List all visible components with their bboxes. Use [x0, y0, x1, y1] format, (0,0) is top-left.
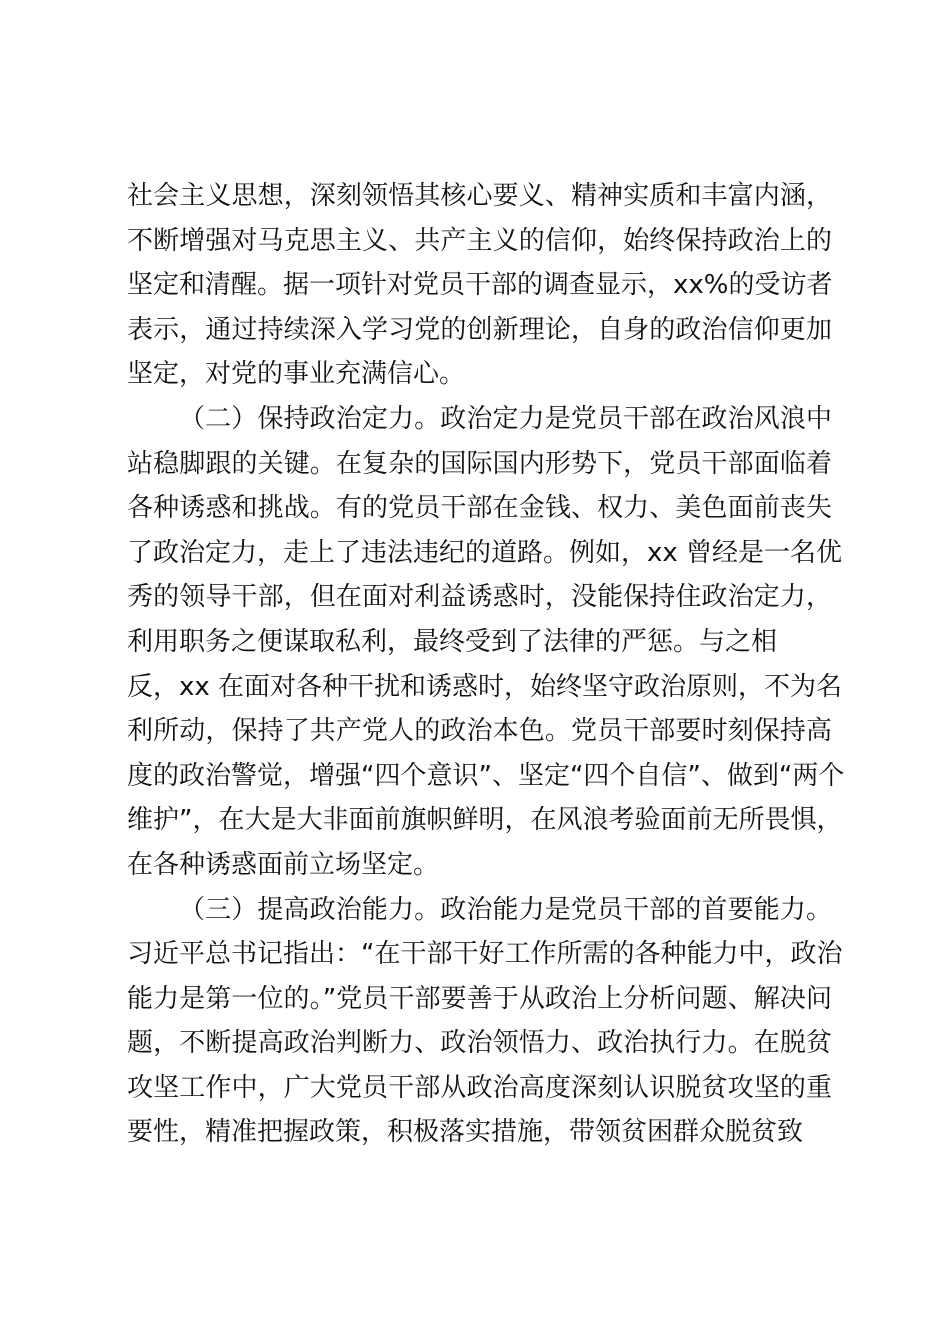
text-line: 在各种诱惑面前立场坚定。	[127, 849, 440, 880]
text-line: 表示，通过持续深入学习党的创新理论，自身的政治信仰更加	[127, 314, 832, 345]
section-heading-line: （二）保持政治定力。政治定力是党员干部在政治风浪中	[179, 403, 832, 434]
section-heading-line: （三）提高政治能力。政治能力是党员干部的首要能力。	[179, 894, 832, 925]
text-line: 维护”，在大是大非面前旗帜鲜明，在风浪考验面前无所畏惧，	[127, 805, 843, 836]
text-line: 站稳脚跟的关键。在复杂的国际国内形势下，党员干部面临着	[127, 448, 832, 479]
text-line: 度的政治警觉，增强“四个意识”、坚定“四个自信”、做到“两个	[127, 760, 845, 791]
text-line: 了政治定力，走上了违法违纪的道路。例如，xx 曾经是一名优	[127, 537, 843, 568]
text-line: 秀的领导干部，但在面对利益诱惑时，没能保持住政治定力，	[127, 582, 832, 613]
text-line: 要性，精准把握政策，积极落实措施，带领贫困群众脱贫致	[127, 1117, 804, 1148]
text-line: 社会主义思想，深刻领悟其核心要义、精神实质和丰富内涵，	[127, 181, 832, 211]
text-line: 能力是第一位的。”党员干部要善于从政治上分析问题、解决问	[127, 983, 832, 1014]
text-line: 利所动，保持了共产党人的政治本色。党员干部要时刻保持高	[127, 716, 832, 747]
text-line: 利用职务之便谋取私利，最终受到了法律的严惩。与之相	[127, 626, 778, 657]
text-line: 习近平总书记指出：“在干部干好工作所需的各种能力中，政治	[127, 939, 843, 970]
text-line: 不断增强对马克思主义、共产主义的信仰，始终保持政治上的	[127, 225, 832, 256]
text-line: 坚定和清醒。据一项针对党员干部的调查显示，xx%的受访者	[127, 270, 833, 301]
text-line: 题，不断提高政治判断力、政治领悟力、政治执行力。在脱贫	[127, 1028, 832, 1059]
body-text	[127, 174, 845, 1155]
text-line: 各种诱惑和挑战。有的党员干部在金钱、权力、美色面前丧失	[127, 493, 832, 524]
text-line: 攻坚工作中，广大党员干部从政治高度深刻认识脱贫攻坚的重	[127, 1072, 832, 1103]
text-line: 坚定，对党的事业充满信心。	[127, 359, 466, 390]
text-line: 反，xx 在面对各种干扰和诱惑时，始终坚守政治原则，不为名	[127, 671, 843, 702]
